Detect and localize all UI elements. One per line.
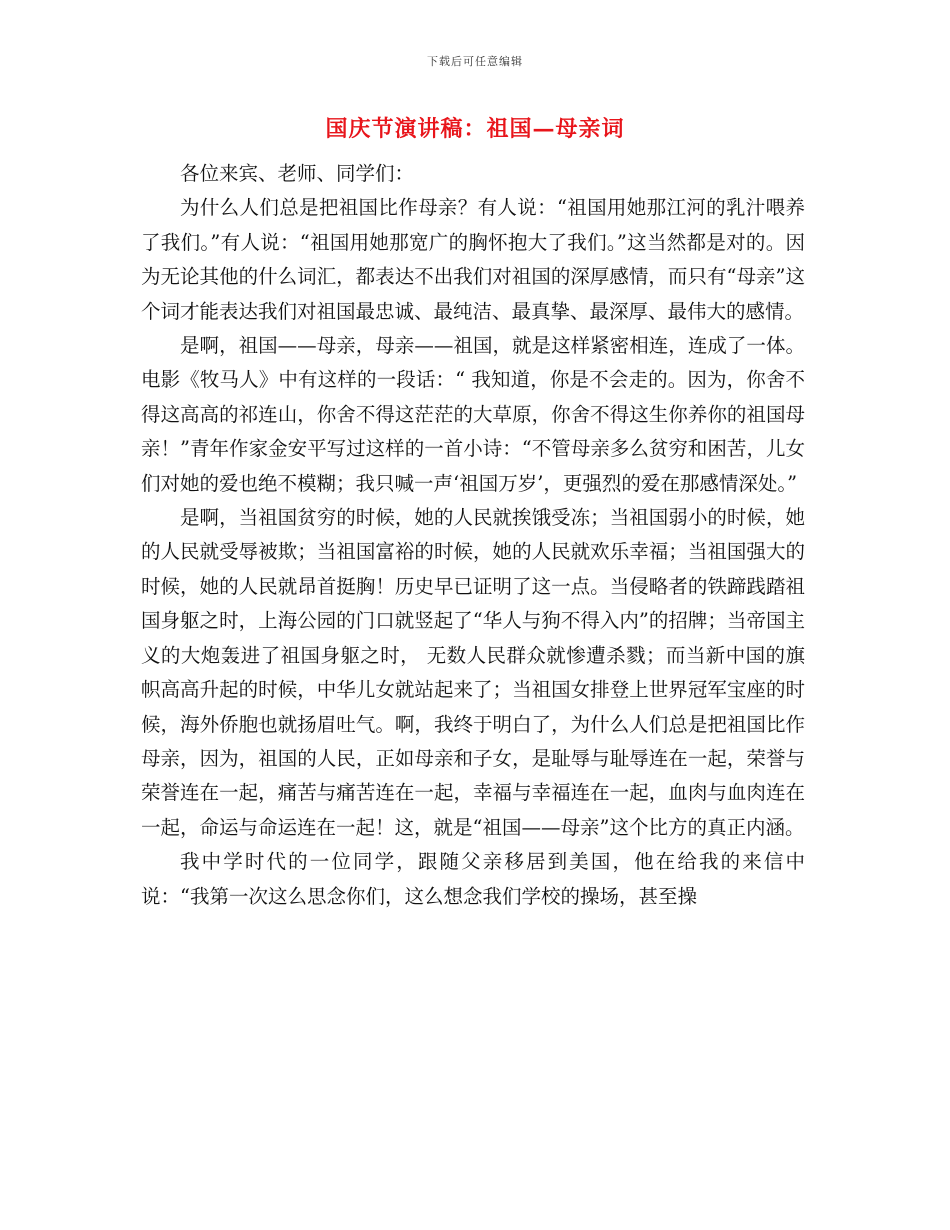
- greeting-paragraph: 各位来宾、老师、同学们：: [180, 162, 415, 185]
- paragraph: 是啊，祖国——母亲，母亲——祖国，就是这样紧密相连，连成了一体。电影《牧马人》中有这样的一段话：“ 我知道，你是不会走的。因为，你舍不得这高高的祁连山，你舍不得这茫茫的大草原，你舍不得这生你养你的祖国母亲！”青年作家金安平写过这样的一首小诗：“不管母亲多么贫穷和困苦，儿女们对她的爱也绝不模糊；我只喊一声‘祖国万岁’，更强烈的爱在那感情深处。”: [141, 334, 805, 495]
- document-title: 国庆节演讲稿：祖国—母亲词: [325, 116, 625, 142]
- paragraph: 是啊，当祖国贫穷的时候，她的人民就挨饿受冻；当祖国弱小的时候，她的人民就受辱被欺；当祖国富裕的时候，她的人民就欢乐幸福；当祖国强大的时候，她的人民就昂首挺胸！历史早已证明了这一点。当侵略者的铁蹄践踏祖国身躯之时，上海公园的门口就竖起了“华人与狗不得入内”的招牌；当帝国主义的大炮轰进了祖国身躯之时， 无数人民群众就惨遭杀戮；而当新中国的旗帜高高升起的时候，中华儿女就站起来了；当祖国女排登上世界冠军宝座的时候，海外侨胞也就扬眉吐气。啊，我终于明白了，为什么人们总是把祖国比作母亲，因为，祖国的人民，正如母亲和子女，是耻辱与耻辱连在一起，荣誉与荣誉连在一起，痛苦与痛苦连在一起，幸福与幸福连在一起，血肉与血肉连在一起，命运与命运连在一起！这，就是“祖国——母亲”这个比方的真正内涵。: [141, 506, 805, 839]
- document-body: [141, 157, 805, 914]
- paragraph: 我中学时代的一位同学，跟随父亲移居到美国，他在给我的来信中说：“我第一次这么思念你们，这么想念我们学校的操场，甚至操: [141, 850, 805, 908]
- page-header: 下载后可任意编辑: [427, 55, 523, 68]
- paragraph: 为什么人们总是把祖国比作母亲？有人说：“祖国用她那江河的乳汁喂养了我们。”有人说：“祖国用她那宽广的胸怀抱大了我们。”这当然都是对的。因为无论其他的什么词汇，都表达不出我们对祖国的深厚感情，而只有“母亲”这个词才能表达我们对祖国最忠诚、最纯洁、最真挚、最深厚、最伟大的感情。: [141, 196, 805, 323]
